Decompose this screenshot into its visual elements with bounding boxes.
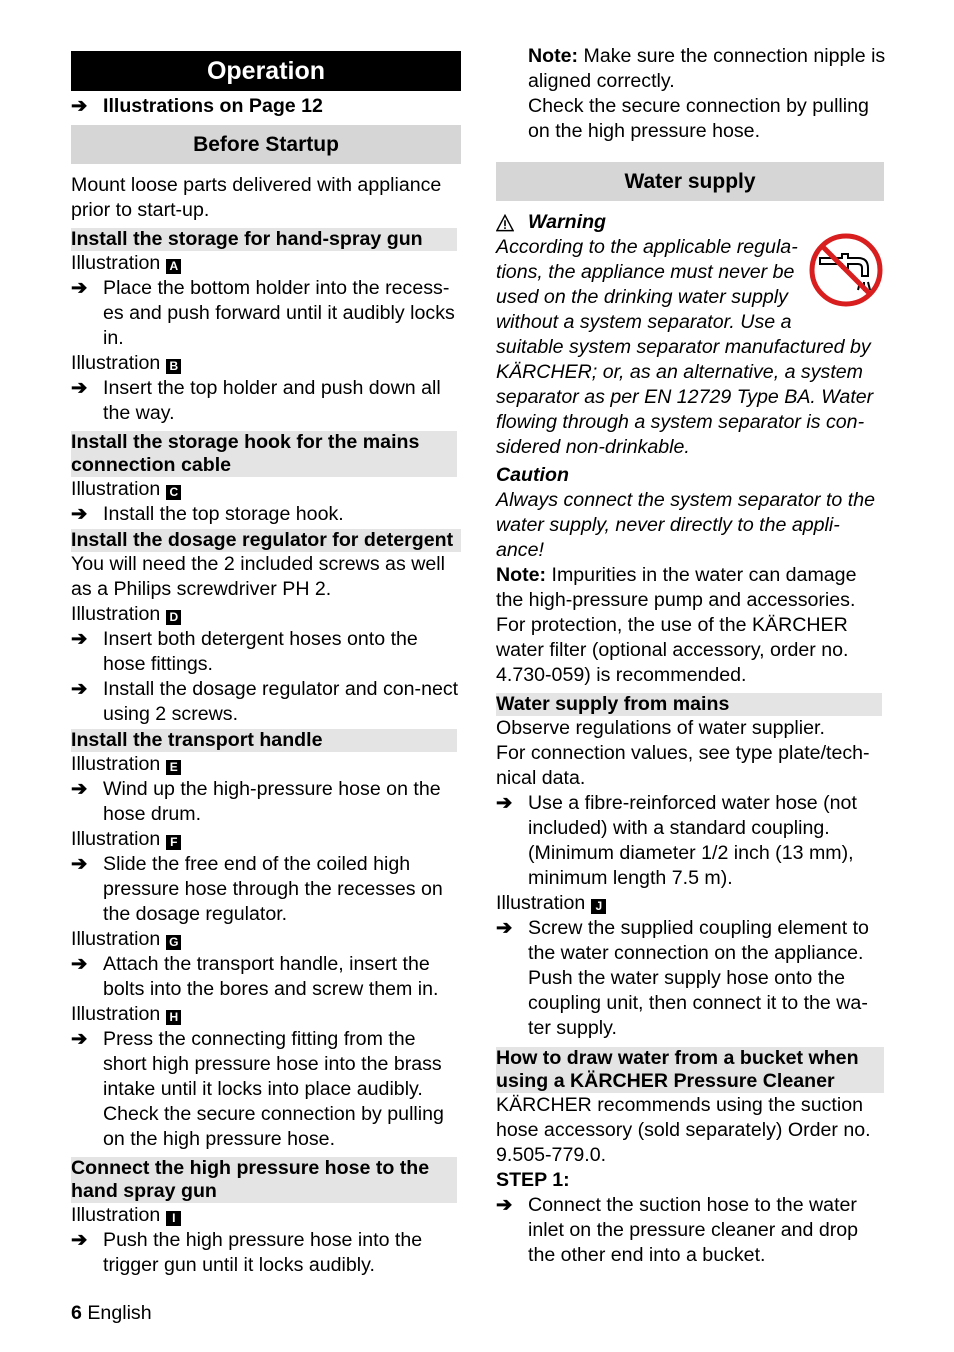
section-heading-storage-hook: Install the storage hook for the mains connection cable: [71, 431, 457, 477]
section-heading-dosage-regulator: Install the dosage regulator for detergent: [71, 529, 461, 552]
caution-text: Always connect the system separator to the water supply, never directly to the appli-ance!: [496, 489, 875, 561]
section-heading-storage-gun: Install the storage for hand-spray gun: [71, 228, 457, 251]
illustration-c-icon: C: [166, 485, 181, 500]
illustration-i-icon: I: [166, 1211, 181, 1226]
before-startup-heading: Before Startup: [71, 125, 461, 164]
illustration-g-icon: G: [166, 935, 181, 950]
arrow-right-icon: ➔: [71, 503, 88, 525]
list-item: ➔ Install the dosage regulator and con-nect using 2 screws.: [71, 678, 459, 725]
left-column: [71, 51, 461, 1278]
illustration-h-icon: H: [166, 1010, 181, 1025]
list-item: ➔ Insert both detergent hoses onto the hose fittings.: [71, 628, 418, 675]
arrow-right-icon: ➔: [496, 792, 513, 814]
note-block: Note: Make sure the connection nipple is aligned correctly. Check the secure connection by pulling on the high pressure hose.: [528, 45, 886, 142]
list-item: ➔ Use a fibre-reinforced water hose (not included) with a standard coupling. (Minimum diameter 1/2 inch (13 mm), minimum length 7.5 m).: [496, 792, 857, 889]
arrow-right-icon: ➔: [71, 628, 88, 650]
illustration-label: Illustration I: [71, 1203, 461, 1228]
illustration-label: Illustration D: [71, 602, 461, 627]
right-column: [496, 44, 886, 1268]
section-heading-connect-hose: Connect the high pressure hose to the hand spray gun: [71, 1157, 457, 1203]
list-item: ➔ Slide the free end of the coiled high pressure hose through the recesses on the dosage regulator.: [71, 853, 443, 925]
dosage-text: You will need the 2 included screws as well as a Philips screwdriver PH 2.: [71, 553, 445, 600]
operation-heading: Operation: [71, 51, 461, 91]
illustration-label: Illustration B: [71, 351, 461, 376]
illustration-label: Illustration J: [496, 891, 886, 916]
list-item: ➔ Insert the top holder and push down all the way.: [71, 377, 441, 424]
list-item: ➔ Push the high pressure hose into the trigger gun until it locks audibly.: [71, 1229, 423, 1276]
arrow-right-icon: ➔: [71, 1028, 88, 1050]
warning-text-cont: suitable system separator manufactured by KÄRCHER; or, as an alternative, a system separator as per EN 12729 Type BA. Water flowing through a system separator is con-sidered non-drinkable.: [496, 336, 874, 458]
list-item: ➔ Screw the supplied coupling element to the water connection on the appliance. Push the water supply hose onto the coupling unit, then connect it to the wa-ter supply.: [496, 917, 869, 1039]
list-item: ➔ Install the top storage hook.: [71, 503, 344, 525]
mains-text: Observe regulations of water supplier.: [496, 717, 825, 739]
list-item: ➔ Press the connecting fitting from the short high pressure hose into the brass intake until it locks into place audibly. Check the secure connection by pulling on the high pressure hose.: [71, 1028, 444, 1150]
section-heading-bucket: How to draw water from a bucket when using a KÄRCHER Pressure Cleaner: [496, 1047, 884, 1093]
warning-text: According to the applicable regula-tions, the appliance must never be used on the drinking water supply without a system separator. Use a: [496, 236, 798, 333]
arrow-right-icon: ➔: [71, 1229, 88, 1251]
intro-text: Mount loose parts delivered with appliance prior to start-up.: [71, 174, 442, 221]
note-impurities: Note: Impurities in the water can damage the high-pressure pump and accessories. For protection, the use of the KÄRCHER water filter (optional accessory, order no. 4.730-059) is recommended.: [496, 564, 857, 686]
page-footer: [71, 1301, 152, 1326]
illustration-label: Illustration C: [71, 477, 461, 502]
illustration-label: Illustration H: [71, 1002, 461, 1027]
footer-language: English: [87, 1302, 152, 1324]
illustration-e-icon: E: [166, 760, 181, 775]
mains-text: For connection values, see type plate/tech-nical data.: [496, 742, 870, 789]
arrow-right-icon: ➔: [71, 953, 88, 975]
illustration-f-icon: F: [166, 835, 181, 850]
illustration-a-icon: A: [166, 259, 181, 274]
page-number: 6: [71, 1302, 82, 1324]
list-item: ➔ Attach the transport handle, insert the bolts into the bores and screw them in.: [71, 953, 439, 1000]
step-label: STEP 1:: [496, 1169, 570, 1191]
illustration-label: Illustration G: [71, 927, 461, 952]
list-item: ➔ Place the bottom holder into the recess-es and push forward until it audibly locks in.: [71, 277, 455, 349]
illustration-j-icon: J: [591, 899, 606, 914]
illustrations-ref: ➔ Illustrations on Page 12: [71, 95, 323, 117]
warning-block: [496, 210, 886, 460]
illustration-label: Illustration A: [71, 251, 461, 276]
section-heading-transport-handle: Install the transport handle: [71, 729, 457, 752]
arrow-right-icon: ➔: [71, 277, 88, 299]
arrow-right-icon: ➔: [71, 95, 88, 117]
list-item: ➔ Connect the suction hose to the water inlet on the pressure cleaner and drop the other end into a bucket.: [496, 1194, 859, 1266]
illustration-b-icon: B: [166, 359, 181, 374]
warning-heading: Warning: [496, 210, 886, 235]
arrow-right-icon: ➔: [71, 853, 88, 875]
arrow-right-icon: ➔: [496, 1194, 513, 1216]
warning-triangle-icon: [496, 214, 514, 232]
no-drinking-water-icon: [808, 232, 884, 308]
illustration-d-icon: D: [166, 610, 181, 625]
water-supply-heading: Water supply: [496, 162, 884, 201]
illustration-label: Illustration E: [71, 752, 461, 777]
arrow-right-icon: ➔: [496, 917, 513, 939]
illustration-label: Illustration F: [71, 827, 461, 852]
list-item: ➔ Wind up the high-pressure hose on the hose drum.: [71, 778, 441, 825]
bucket-text: KÄRCHER recommends using the suction hose accessory (sold separately) Order no. 9.505-779.0.: [496, 1094, 871, 1166]
arrow-right-icon: ➔: [71, 377, 88, 399]
section-heading-mains: Water supply from mains: [496, 693, 882, 716]
caution-heading: Caution: [496, 464, 569, 486]
arrow-right-icon: ➔: [71, 778, 88, 800]
arrow-right-icon: ➔: [71, 678, 88, 700]
